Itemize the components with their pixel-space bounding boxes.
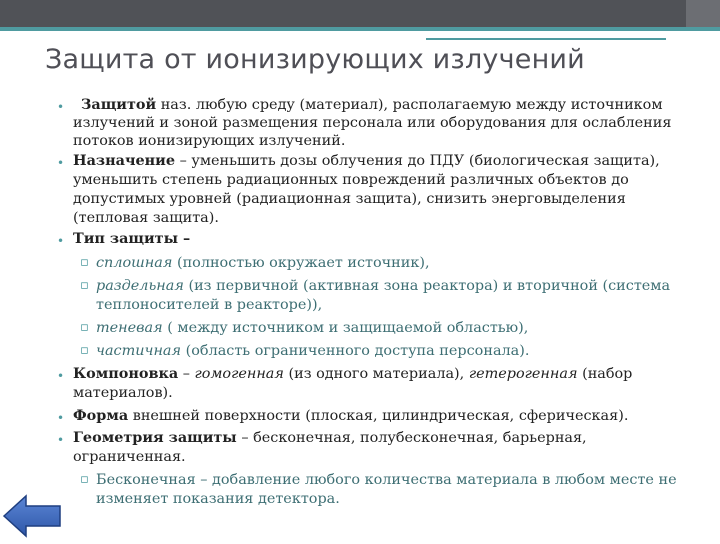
term: Компоновка [73,365,179,382]
item-text: (полностью окружает источник), [172,255,430,271]
item-text: уменьшить степень радиационных повреждений различных объектов до [73,172,629,188]
bullet: • [57,369,65,383]
sub-bullet: ▫ [80,472,89,487]
header-bar [0,0,720,27]
term: Назначение [73,152,176,169]
list-item [73,429,587,447]
item-text: излучений и зоной размещения персонала или оборудования для ослабления [73,115,672,131]
list-item [73,152,660,170]
item-text: материалов). [73,385,173,401]
bullet: • [57,433,65,447]
term: гомогенная [194,366,284,382]
sub-bullet: ▫ [80,320,89,335]
sub-item [96,277,670,295]
item-text: – [178,230,191,247]
sub-item [96,319,528,337]
sub-bullet: ▫ [80,343,89,358]
item-text: теплоносителей в реакторе)), [96,297,323,313]
term: Защитой [81,96,157,113]
item-text: ограниченная. [73,449,186,465]
item-text: – бесконечная, полубесконечная, барьерная, [236,430,587,446]
bullet: • [57,234,65,248]
item-text: (из одного материала), [283,366,469,382]
item-text: – [178,366,195,382]
sub-bullet: ▫ [80,278,89,293]
sub-bullet: ▫ [80,255,89,270]
item-text: (тепловая защита). [73,210,219,226]
item-text: изменяет показания детектора. [96,491,340,507]
item-text: – уменьшить дозы облучения до ПДУ (биологическая защита), [175,153,660,169]
term: раздельная [96,278,184,294]
bullet: • [57,156,65,170]
list-item [73,407,628,425]
list-item [81,96,663,114]
term: Форма [73,407,129,424]
item-text: (область ограниченного доступа персонала). [181,343,530,359]
title-accent-line [426,38,666,40]
item-text: потоков ионизирующих излучений. [73,133,346,149]
term: сплошная [96,255,173,271]
term: частичная [96,343,182,359]
bullet: • [57,411,65,425]
list-item [73,365,632,383]
back-arrow-icon [0,492,66,540]
item-text: (из первичной (активная зона реактора) и вторичной (система [183,278,671,294]
list-item [73,230,190,248]
header-bar-corner [686,0,720,27]
item-text: ( между источником и защищаемой областью), [162,320,529,336]
sub-item [96,254,430,272]
item-text: (набор [577,366,633,382]
term: гетерогенная [468,366,578,382]
term: Геометрия защиты [73,429,237,446]
item-text: внешней поверхности (плоская, цилиндрическая, сферическая). [128,408,629,424]
term: Тип защиты [73,230,179,247]
term: теневая [96,320,163,336]
item-text: наз. любую среду (материал), располагаемую между источником [156,97,663,113]
slide-title: Защита от ионизирующих излучений [45,44,585,75]
sub-item: Бесконечная – добавление любого количества материала в любом месте не [96,472,677,488]
sub-item [96,342,529,360]
bullet: • [57,100,65,114]
item-text: допустимых уровней (радиационная защита), снизить энерговыделения [73,191,626,207]
back-arrow-button[interactable] [0,492,66,540]
header-accent-stripe [0,27,720,31]
